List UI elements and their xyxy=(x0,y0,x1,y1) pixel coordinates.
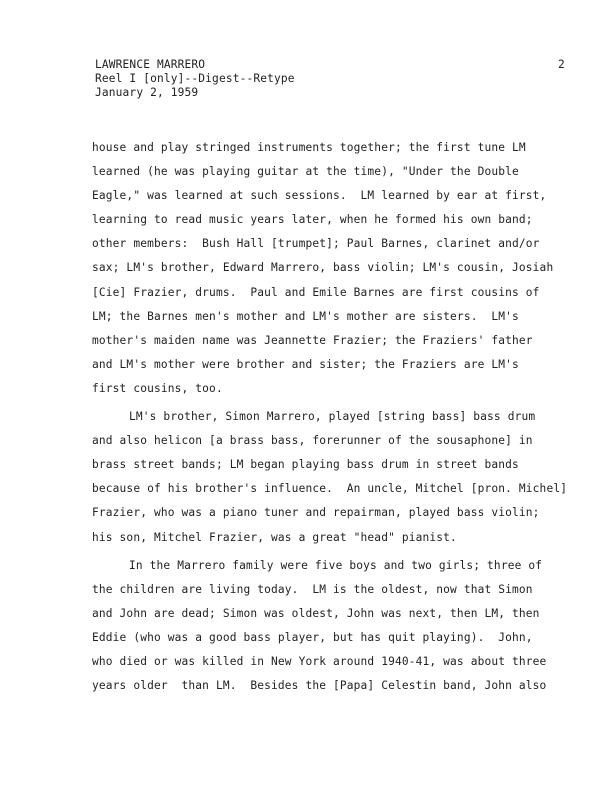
text-line: LM's brother, Simon Marrero, played [string bass] bass drum xyxy=(129,410,536,424)
text-line: LM; the Barnes men's mother and LM's mother are sisters. LM's xyxy=(92,309,519,323)
text-line: learned (he was playing guitar at the time), "Under the Double xyxy=(92,165,519,179)
header-name: LAWRENCE MARRERO xyxy=(95,58,206,71)
paragraph-1 xyxy=(92,141,582,406)
text-line: Eddie (who was a good bass player, but has quit playing). John, xyxy=(92,630,533,644)
header-date: January 2, 1959 xyxy=(95,86,199,99)
text-line: Frazier, who was a piano tuner and repairman, played bass violin; xyxy=(92,506,540,520)
text-line: learning to read music years later, when he formed his own band; xyxy=(92,213,533,227)
text-line: because of his brother's influence. An uncle, Mitchel [pron. Michel] xyxy=(92,482,568,496)
text-line: mother's maiden name was Jeannette Frazier; the Fraziers' father xyxy=(92,333,533,347)
text-line: Eagle," was learned at such sessions. LM learned by ear at first, xyxy=(92,189,547,203)
text-line: first cousins, too. xyxy=(92,381,223,395)
text-line: brass street bands; LM began playing bass drum in street bands xyxy=(92,458,519,472)
text-line: house and play stringed instruments together; the first tune LM xyxy=(92,141,526,154)
text-line: and LM's mother were brother and sister; the Fraziers are LM's xyxy=(92,357,519,371)
text-line: the children are living today. LM is the oldest, now that Simon xyxy=(92,582,533,596)
text-line: sax; LM's brother, Edward Marrero, bass violin; LM's cousin, Josiah xyxy=(92,261,554,275)
text-line: [Cie] Frazier, drums. Paul and Emile Barnes are first cousins of xyxy=(92,285,540,299)
page-number: 2 xyxy=(558,58,565,71)
body-text xyxy=(92,141,582,703)
paragraph-2 xyxy=(92,410,582,555)
text-line: and also helicon [a brass bass, forerunner of the sousaphone] in xyxy=(92,434,533,448)
text-line: other members: Bush Hall [trumpet]; Paul Barnes, clarinet and/or xyxy=(92,237,540,251)
text-line: years older than LM. Besides the [Papa] Celestin band, John also xyxy=(92,679,547,693)
text-line: who died or was killed in New York around 1940-41, was about three xyxy=(92,654,547,668)
text-line: his son, Mitchel Frazier, was a great "head" pianist. xyxy=(92,530,457,544)
paragraph-3 xyxy=(92,559,582,704)
header-reel: Reel I [only]--Digest--Retype xyxy=(95,72,295,85)
text-line: and John are dead; Simon was oldest, John was next, then LM, then xyxy=(92,606,540,620)
text-line: In the Marrero family were five boys and two girls; three of xyxy=(129,558,543,572)
